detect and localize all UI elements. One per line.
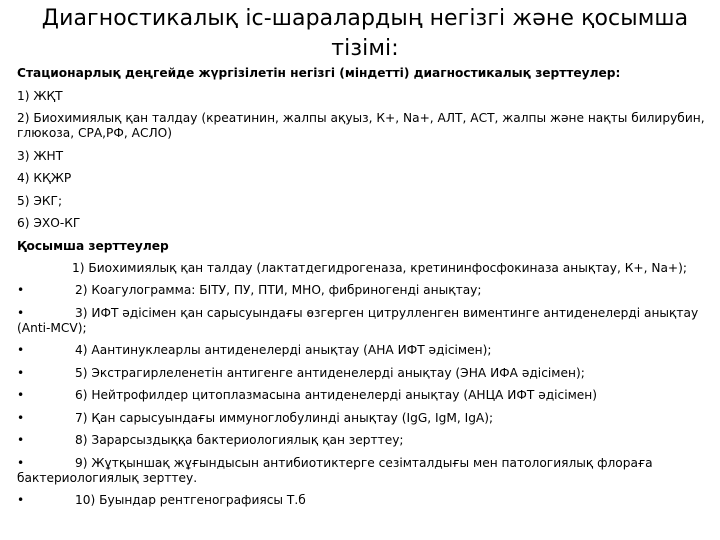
bullet-icon: •: [17, 283, 25, 297]
bullet-icon: •: [17, 343, 25, 357]
additional-item-2: [17, 283, 707, 298]
additional-item-4: [17, 343, 707, 358]
additional-item-5: [17, 366, 707, 381]
additional-item-3: [17, 306, 707, 336]
main-item-1: 1) ЖҚТ: [17, 88, 63, 103]
bullet-icon: •: [17, 455, 25, 470]
additional-item-6: [17, 388, 707, 403]
additional-item-7: [17, 411, 707, 426]
additional-item-text: 10) Буындар рентгенографиясы Т.б: [75, 493, 306, 507]
main-item-2: 2) Биохимиялық қан талдау (креатинин, жалпы ақуыз, К+, Na+, АЛТ, АСТ, жалпы және нақты билирубин, глюкоза, СРА,РФ, АСЛО): [17, 111, 705, 140]
bullet-icon: •: [17, 410, 25, 425]
main-item-6: 6) ЭХО-КГ: [17, 216, 81, 230]
additional-item-8: [17, 433, 707, 448]
main-heading: Стационарлық деңгейде жүргізілетін негізгі (міндетті) диагностикалық зерттеулер:: [17, 66, 621, 80]
additional-item-text: 3) ИФТ әдісімен қан сарысуындағы өзгерген цитрулленген виментинге антиденелерді анықтау (Anti-MCV);: [17, 305, 699, 335]
additional-item-1: 1) Биохимиялық қан талдау (лактатдегидрогеназа, кретининфосфокиназа анықтау, К+, Na+);: [72, 261, 687, 275]
additional-heading: Қосымша зерттеулер: [17, 238, 169, 253]
additional-item-text: 2) Коагулограмма: БІТУ, ПУ, ПТИ, МНО, фибриногенді анықтау;: [75, 283, 482, 297]
bullet-icon: •: [17, 305, 25, 320]
main-item-3: 3) ЖНТ: [17, 148, 64, 163]
slide-content: [17, 66, 707, 516]
additional-item-text: 9) Жұтқыншақ жұғындысын антибиотиктерге сезімталдығы мен патологиялық флораға бактериологиялық зерттеу.: [17, 455, 653, 485]
bullet-icon: •: [17, 388, 25, 402]
additional-item-text: 6) Нейтрофилдер цитоплазмасына антиденелерді анықтау (АНЦА ИФТ әдісімен): [75, 388, 598, 402]
main-item-4: 4) КҚЖР: [17, 171, 72, 185]
bullet-icon: •: [17, 365, 25, 380]
additional-item-text: 4) Аантинуклеарлы антиденелерді анықтау (АНА ИФТ әдісімен);: [75, 343, 492, 357]
bullet-icon: •: [17, 433, 25, 447]
slide-title: Диагностикалық іс-шаралардың негізгі және қосымша тізімі:: [41, 6, 689, 61]
additional-item-text: 5) Экстрагирлеленетін антигенге антиденелерді анықтау (ЭНА ИФА әдісімен);: [75, 365, 585, 380]
additional-item-9: [17, 456, 707, 486]
additional-item-text: 7) Қан сарысуындағы иммуноглобулинді анықтау (IgG, IgM, IgA);: [75, 410, 494, 425]
bullet-icon: •: [17, 493, 25, 507]
additional-item-text: 8) Зарарсыздыққа бактериологиялық қан зерттеу;: [75, 433, 404, 447]
main-item-5: 5) ЭКГ;: [17, 193, 63, 208]
additional-item-10: [17, 493, 707, 508]
